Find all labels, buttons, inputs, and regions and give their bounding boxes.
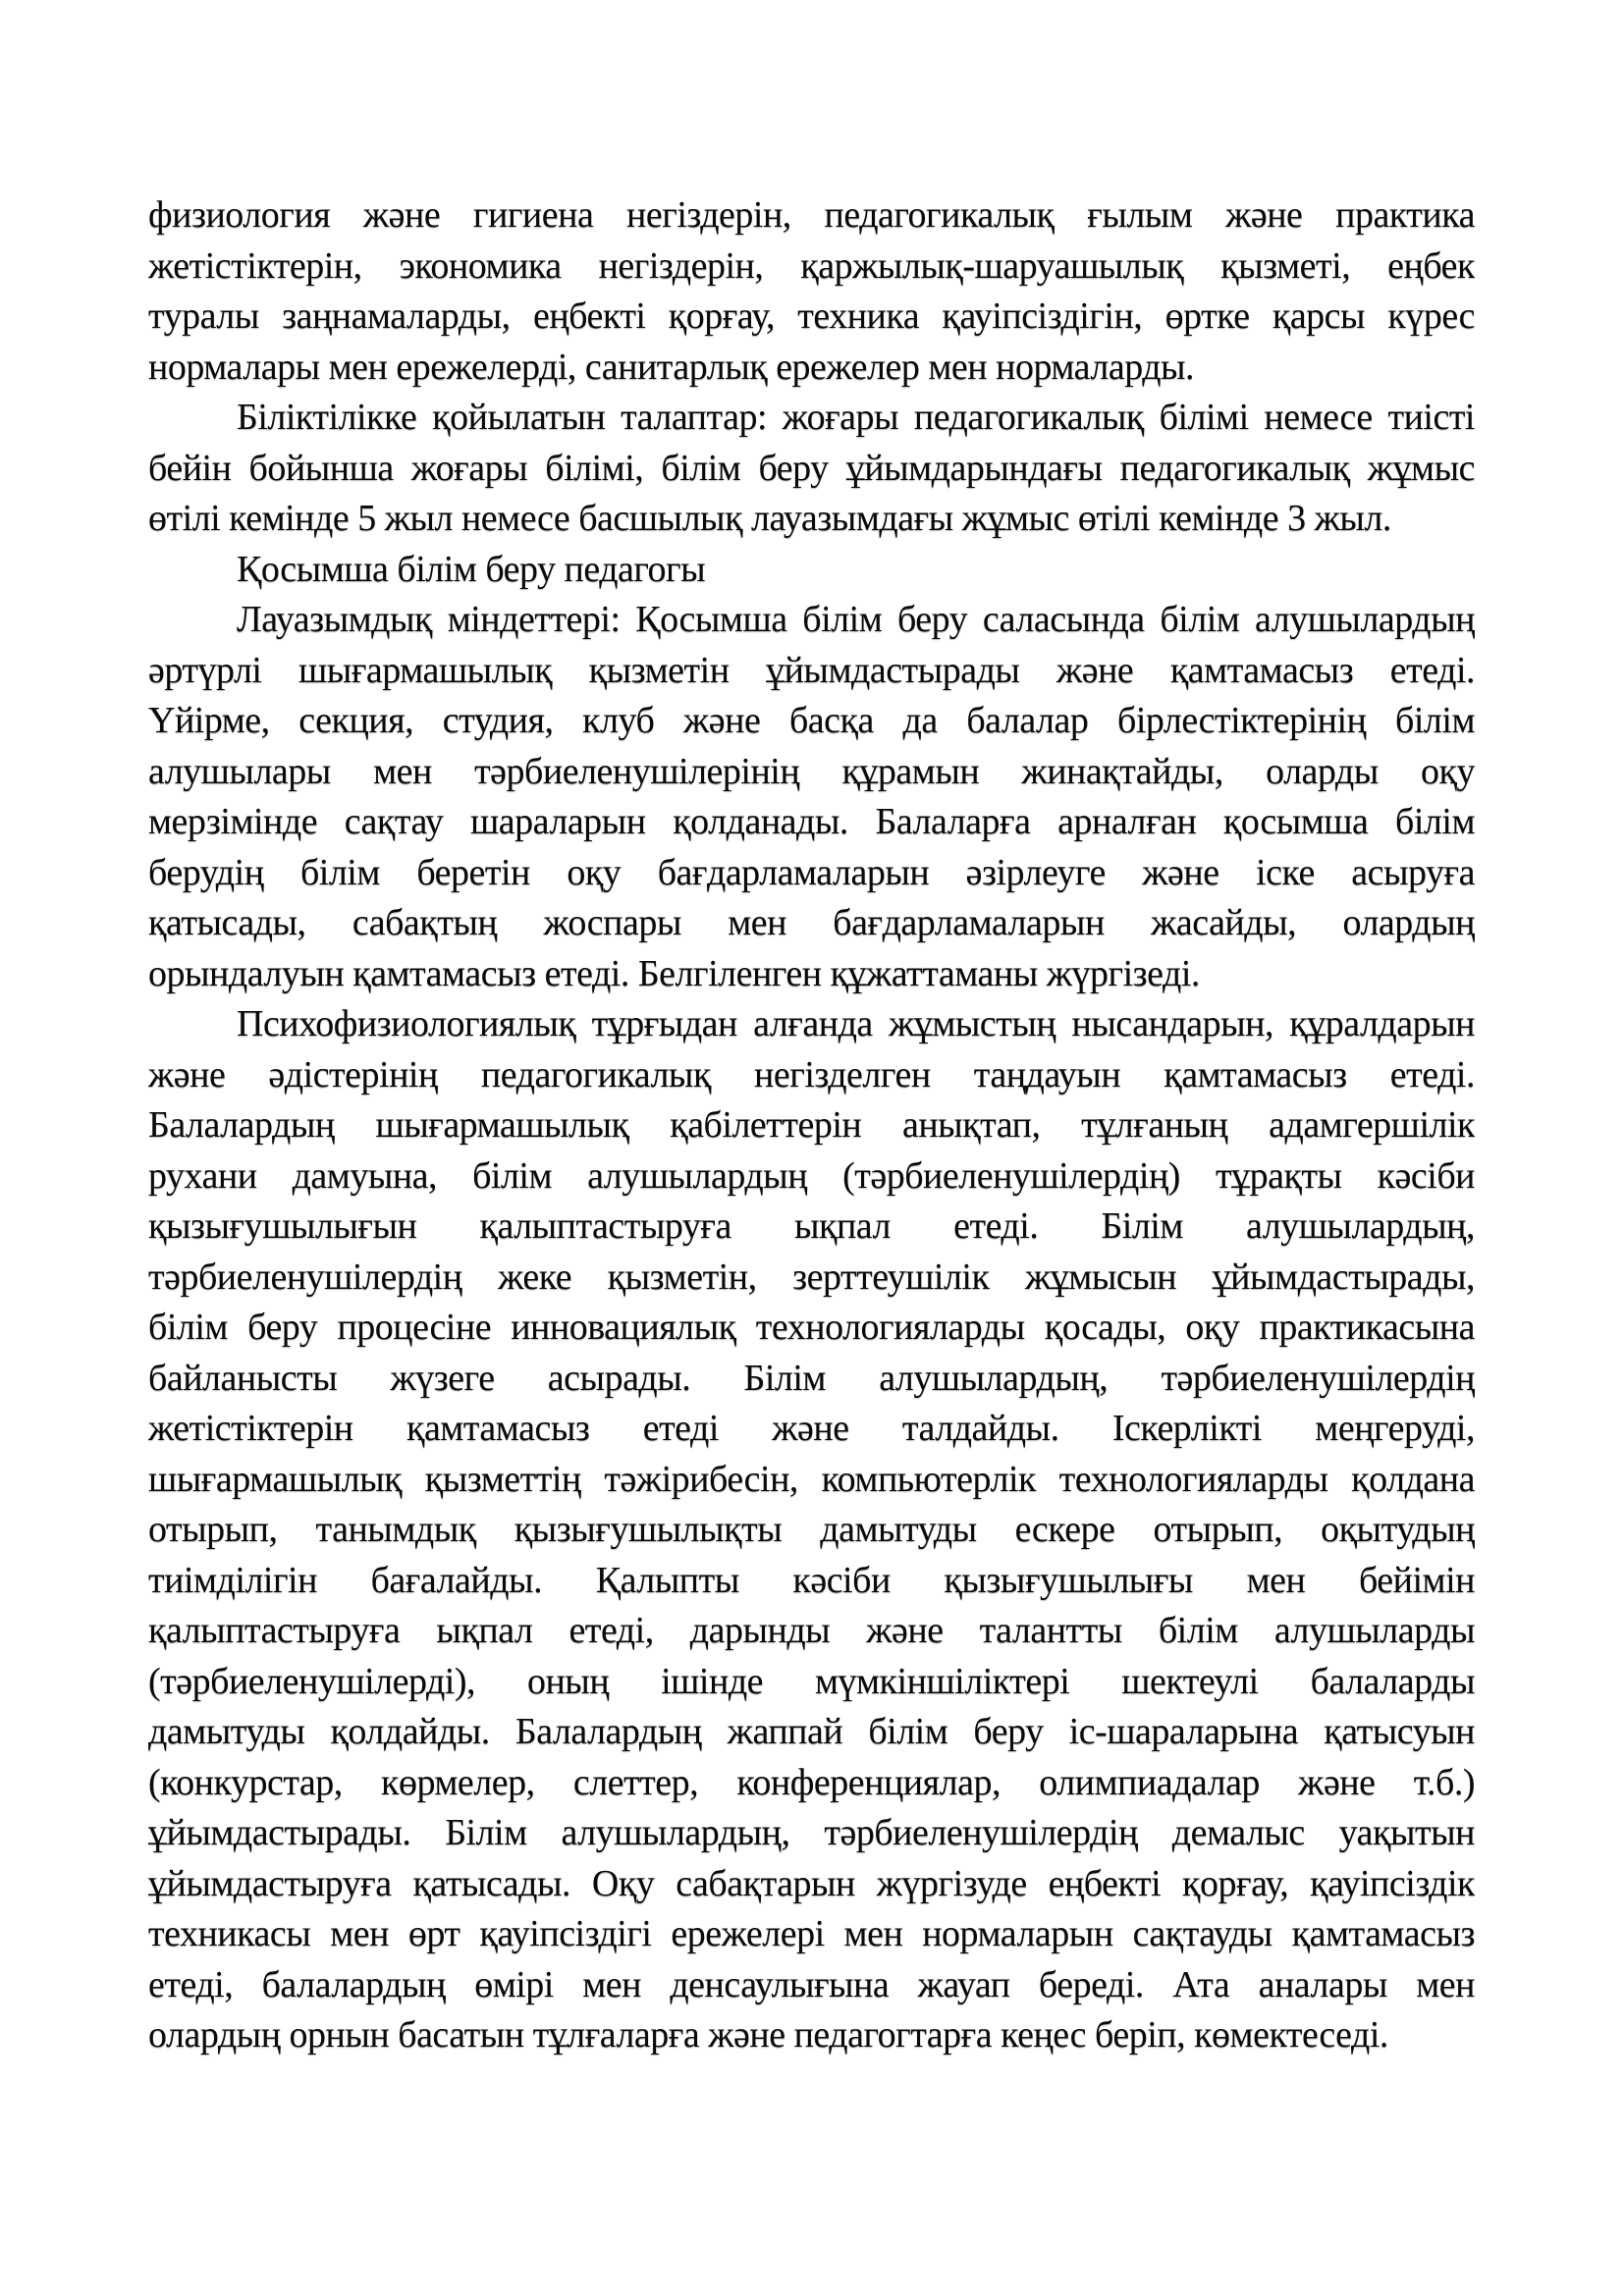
- text-line: бейін бойынша жоғары білімі, білім беру ұйымдарындағы педагогикалық жұмыс: [148, 447, 1475, 489]
- text-line: Біліктілікке қойылатын талаптар: жоғары педагогикалық білімі немесе тиісті: [237, 397, 1475, 438]
- text-line: Қосымша білім беру педагогы: [237, 548, 706, 590]
- paragraph: [148, 595, 1475, 999]
- text-line: Үйірме, секция, студия, клуб және басқа да балалар бірлестіктерінің білім: [148, 700, 1475, 741]
- paragraph: [148, 545, 1475, 596]
- text-line: (тәрбиеленушілерді), оның ішінде мүмкіншіліктері шектеулі балаларды: [148, 1660, 1475, 1702]
- text-line: Психофизиологиялық тұрғыдан алғанда жұмыстың нысандарын, құралдарын: [237, 1003, 1475, 1044]
- text-line: мерзімінде сақтау шараларын қолданады. Балаларға арналған қосымша білім: [148, 801, 1475, 842]
- text-line: қатысады, сабақтың жоспары мен бағдарламаларын жасайды, олардың: [148, 902, 1475, 943]
- text-line: байланысты жүзеге асырады. Білім алушылардың, тәрбиеленушілердің: [148, 1357, 1475, 1399]
- text-line: нормалары мен ережелерді, санитарлық ережелер мен нормаларды.: [148, 346, 1195, 388]
- text-line: физиология және гигиена негіздерін, педагогикалық ғылым және практика: [148, 194, 1475, 236]
- text-line: қызығушылығын қалыптастыруға ықпал етеді. Білім алушылардың,: [148, 1205, 1475, 1247]
- text-line: тиімділігін бағалайды. Қалыпты кәсіби қызығушылығы мен бейімін: [148, 1559, 1475, 1601]
- text-line: берудің білім беретін оқу бағдарламаларын әзірлеуге және іске асыруға: [148, 851, 1475, 893]
- text-line: өтілі кемінде 5 жыл немесе басшылық лауазымдағы жұмыс өтілі кемінде 3 жыл.: [148, 498, 1391, 539]
- text-line: алушылары мен тәрбиеленушілерінің құрамын жинақтайды, оларды оқу: [148, 750, 1475, 792]
- text-line: (конкурстар, көрмелер, слеттер, конференциялар, олимпиадалар және т.б.): [148, 1761, 1475, 1803]
- text-line: етеді, балалардың өмірі мен денсаулығына жауап береді. Ата аналары мен: [148, 1963, 1475, 2005]
- text-line: олардың орнын басатын тұлғаларға және педагогтарға кеңес беріп, көмектеседі.: [148, 2014, 1388, 2056]
- text-line: Лауазымдық міндеттері: Қосымша білім беру саласында білім алушылардың: [237, 599, 1475, 640]
- text-line: орындалуын қамтамасыз етеді. Белгіленген құжаттаманы жүргізеді.: [148, 952, 1200, 994]
- paragraph: [148, 999, 1475, 2061]
- text-line: Балалардың шығармашылық қабілеттерін анықтап, тұлғаның адамгершілік: [148, 1104, 1475, 1146]
- text-line: білім беру процесіне инновациялық технологияларды қосады, оқу практикасына: [148, 1307, 1475, 1348]
- text-line: әртүрлі шығармашылық қызметін ұйымдастырады және қамтамасыз етеді.: [148, 649, 1475, 691]
- text-line: рухани дамуына, білім алушылардың (тәрбиеленушілердің) тұрақты кәсіби: [148, 1154, 1475, 1197]
- text-line: тәрбиеленушілердің жеке қызметін, зерттеушілік жұмысын ұйымдастырады,: [148, 1255, 1475, 1298]
- text-line: дамытуды қолдайды. Балалардың жаппай білім беру іс-шараларына қатысуын: [148, 1711, 1475, 1752]
- text-line: жетістіктерін, экономика негіздерін, қаржылық-шаруашылық қызметі, еңбек: [148, 244, 1475, 287]
- paragraph: [148, 190, 1475, 393]
- text-line: ұйымдастырады. Білім алушылардың, тәрбиеленушілердің демалыс уақытын: [148, 1812, 1475, 1853]
- text-block: [148, 190, 1475, 2061]
- text-line: және әдістерінің педагогикалық негізделген таңдауын қамтамасыз етеді.: [148, 1053, 1475, 1095]
- text-line: туралы заңнамаларды, еңбекті қорғау, техника қауіпсіздігін, өртке қарсы күрес: [148, 295, 1475, 337]
- text-line: отырып, танымдық қызығушылықты дамытуды ескере отырып, оқытудың: [148, 1509, 1475, 1550]
- text-line: қалыптастыруға ықпал етеді, дарынды және талантты білім алушыларды: [148, 1610, 1475, 1651]
- paragraph: [148, 393, 1475, 545]
- text-line: техникасы мен өрт қауіпсіздігі ережелері мен нормаларын сақтауды қамтамасыз: [148, 1913, 1475, 1954]
- text-line: ұйымдастыруға қатысады. Оқу сабақтарын жүргізуде еңбекті қорғау, қауіпсіздік: [148, 1862, 1475, 1904]
- text-line: жетістіктерін қамтамасыз етеді және талдайды. Іскерлікті меңгеруді,: [148, 1408, 1475, 1449]
- text-line: шығармашылық қызметтің тәжірибесін, компьютерлік технологияларды қолдана: [148, 1458, 1475, 1500]
